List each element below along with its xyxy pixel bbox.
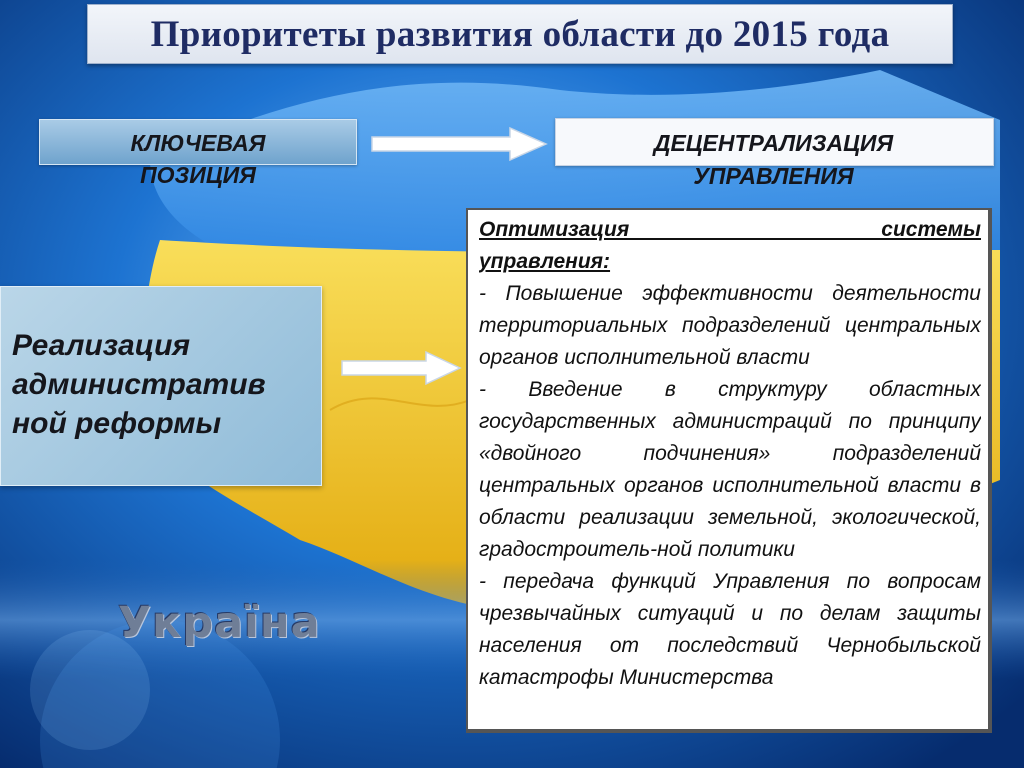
decentralization-line2: УПРАВЛЕНИЯ [693, 163, 854, 189]
ukraine-logo-text: Україна [118, 598, 321, 648]
decentralization-line1: ДЕЦЕНТРАЛИЗАЦИЯ [653, 130, 894, 156]
list-item: - Введение в структуру областных государственных администраций по принципу «двойного подчинения» подразделений центральных органов исполнительной власти в области реализации земельной, экологической, градостроитель-ной политики [479, 378, 981, 561]
right-arrow-icon [340, 350, 462, 386]
key-position-line1: КЛЮЧЕВАЯ [130, 130, 266, 156]
key-position-label [39, 127, 357, 191]
key-position-line2: ПОЗИЦИЯ [140, 162, 256, 188]
reform-line2: административ [12, 368, 266, 401]
right-arrow-icon [370, 126, 550, 162]
reform-label [12, 326, 312, 443]
optimization-text [479, 214, 981, 768]
optimization-heading-line1: Оптимизация системы [479, 218, 981, 241]
decentralization-label [555, 127, 992, 193]
reform-line3: ной реформы [12, 407, 222, 440]
slide-title: Приоритеты развития области до 2015 года [150, 13, 890, 55]
optimization-heading-line2: управления: [479, 250, 611, 273]
reform-line1: Реализация [12, 329, 191, 362]
title-banner [87, 4, 953, 64]
list-item: - передача функций Управления по вопросам чрезвычайных ситуаций и по делам защиты населения от последствий Чернобыльской катастрофы Министерства [479, 570, 981, 689]
list-item: - Повышение эффективности деятельности территориальных подразделений центральных органов исполнительной власти [479, 282, 981, 369]
